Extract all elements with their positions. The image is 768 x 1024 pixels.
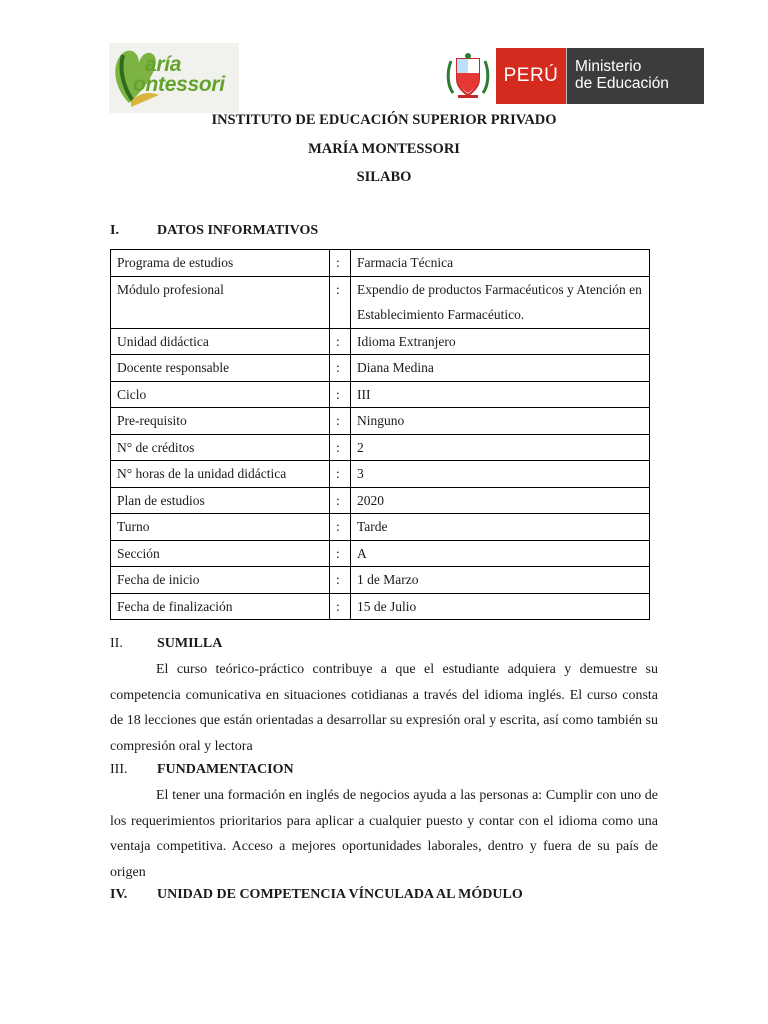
section-2-title: SUMILLA [157,636,223,651]
row-value: Diana Medina [351,355,650,382]
peru-label: PERÚ [496,48,566,104]
peru-coat-of-arms-icon [440,48,496,104]
logo-text-line1: aría [145,53,182,76]
document-title: SILABO [356,169,412,185]
ministry-line2: de Educación [575,75,669,92]
row-separator: : [330,355,351,382]
table-row [111,408,650,435]
row-label: Pre-requisito [111,408,330,435]
row-value: 2 [351,434,650,461]
table-row [111,276,650,328]
info-table [110,249,650,620]
section-4-number: IV. [110,887,128,902]
ministry-label [566,48,704,104]
table-row [111,328,650,355]
row-separator: : [330,434,351,461]
table-row [111,593,650,620]
table-row [111,540,650,567]
row-separator: : [330,461,351,488]
maria-montessori-logo [109,43,239,113]
logo-text-line2: ontessori [133,73,225,96]
ministerio-educacion-logo [440,48,704,104]
table-row [111,461,650,488]
institute-title: INSTITUTO DE EDUCACIÓN SUPERIOR PRIVADO [211,112,557,128]
row-separator: : [330,250,351,277]
sumilla-paragraph [110,657,658,759]
row-label: N° horas de la unidad didáctica [111,461,330,488]
row-label: N° de créditos [111,434,330,461]
table-row [111,250,650,277]
section-1-number: I. [110,223,119,238]
row-label: Módulo profesional [111,276,330,328]
row-label: Ciclo [111,381,330,408]
row-label: Docente responsable [111,355,330,382]
section-3-title: FUNDAMENTACION [157,762,294,777]
row-value: 15 de Julio [351,593,650,620]
row-separator: : [330,487,351,514]
row-label: Unidad didáctica [111,328,330,355]
row-value: 3 [351,461,650,488]
row-value: Expendio de productos Farmacéuticos y Atención en Establecimiento Farmacéutico. [351,276,650,328]
table-row [111,567,650,594]
row-label: Fecha de inicio [111,567,330,594]
table-row [111,487,650,514]
row-value: III [351,381,650,408]
fundamentacion-paragraph [110,783,658,885]
table-row [111,381,650,408]
section-1-title: DATOS INFORMATIVOS [157,223,319,238]
table-row [111,355,650,382]
table-row [111,434,650,461]
row-label: Programa de estudios [111,250,330,277]
row-separator: : [330,328,351,355]
sumilla-text: El curso teórico-práctico contribuye a que el estudiante adquiera y demuestre su competencia comunicativa en situaciones cotidianas a través del idioma inglés. El curso consta de 18 lecciones que están orientadas a desarrollar su expresión oral y escrita, así como también su compresión oral y lectora [110,662,658,754]
row-separator: : [330,408,351,435]
row-value: 2020 [351,487,650,514]
section-3-number: III. [110,762,128,777]
fundamentacion-text: El tener una formación en inglés de negocios ayuda a las personas a: Cumplir con uno de los requerimientos prioritarios para aplicar a cualquier puesto y contar con el idioma como una ventaja competitiva. Acceso a mejores oportunidades laborales, dentro y fuera de su país de origen [110,788,658,880]
row-separator: : [330,567,351,594]
row-separator: : [330,540,351,567]
row-value: Idioma Extranjero [351,328,650,355]
row-value: Farmacia Técnica [351,250,650,277]
section-2-number: II. [110,636,123,651]
row-separator: : [330,514,351,541]
row-label: Plan de estudios [111,487,330,514]
row-value: 1 de Marzo [351,567,650,594]
row-label: Sección [111,540,330,567]
row-value: Tarde [351,514,650,541]
row-value: Ninguno [351,408,650,435]
table-row [111,514,650,541]
row-separator: : [330,276,351,328]
row-separator: : [330,381,351,408]
ministry-line1: Ministerio [575,58,642,75]
row-label: Turno [111,514,330,541]
row-label: Fecha de finalización [111,593,330,620]
section-4-title: UNIDAD DE COMPETENCIA VÍNCULADA AL MÓDULO [157,887,523,902]
row-value: A [351,540,650,567]
row-separator: : [330,593,351,620]
school-name-title: MARÍA MONTESSORI [308,141,460,157]
